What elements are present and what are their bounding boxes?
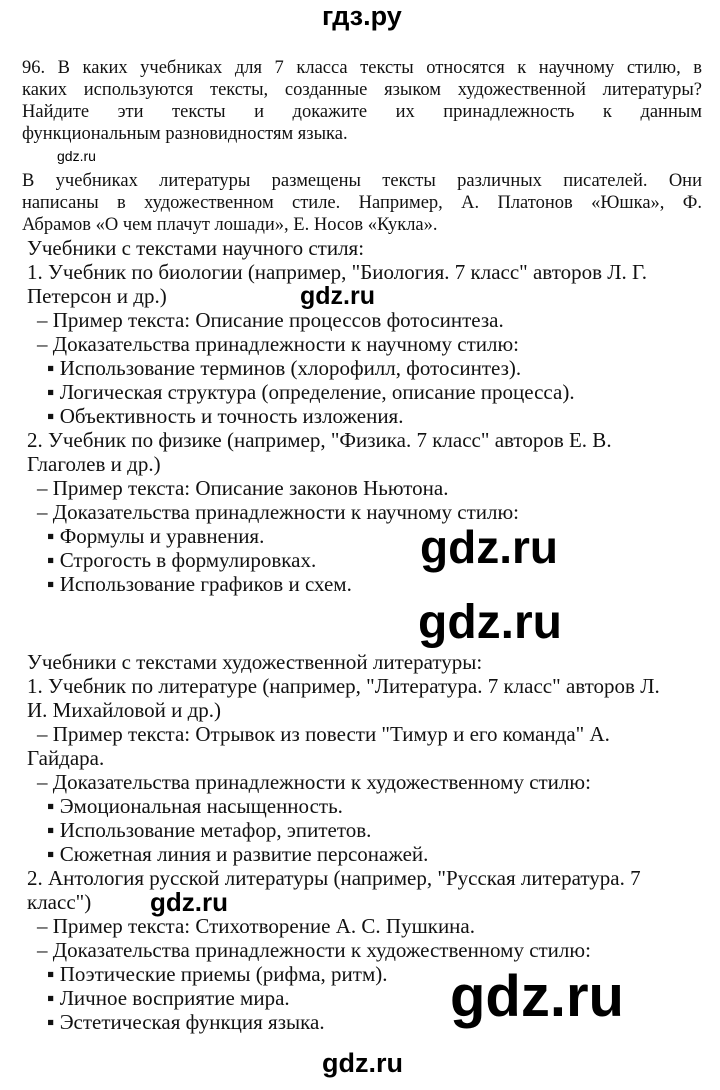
header-watermark: гдз.ру	[322, 1, 402, 31]
question-line: 96. В каких учебниках для 7 класса тексты относятся к научному стилю, в	[22, 58, 702, 78]
list-item: – Доказательства принадлежности к научному стилю:	[37, 500, 520, 524]
list-item: ▪ Объективность и точность изложения.	[47, 404, 404, 428]
list-item: ▪ Личное восприятие мира.	[47, 986, 290, 1010]
intro-line: Абрамов «О чем плачут лошади», Е. Носов «Кукла».	[22, 215, 438, 235]
list-item: Глаголев и др.)	[27, 452, 161, 476]
list-item: – Доказательства принадлежности к научному стилю:	[37, 332, 520, 356]
footer-watermark: gdz.ru	[322, 1048, 403, 1078]
watermark: gdz.ru	[418, 596, 562, 649]
list-item: ▪ Использование графиков и схем.	[47, 572, 352, 596]
intro-line: В учебниках литературы размещены тексты различных писателей. Они	[22, 171, 702, 191]
list-item: ▪ Эмоциональная насыщенность.	[47, 794, 343, 818]
list-item: 1. Учебник по литературе (например, "Литература. 7 класс" авторов Л.	[27, 674, 660, 698]
watermark: gdz.ru	[450, 964, 624, 1029]
list-item: ▪ Строгость в формулировках.	[47, 548, 317, 572]
list-item: – Пример текста: Стихотворение А. С. Пушкина.	[37, 914, 475, 938]
list-item: ▪ Эстетическая функция языка.	[47, 1010, 325, 1034]
list-item: – Доказательства принадлежности к художественному стилю:	[37, 770, 591, 794]
list-item: – Доказательства принадлежности к художественному стилю:	[37, 938, 591, 962]
list-item: 2. Антология русской литературы (например, "Русская литература. 7	[27, 866, 641, 890]
list-item: Петерсон и др.)	[27, 284, 167, 308]
list-item: 1. Учебник по биологии (например, "Биология. 7 класс" авторов Л. Г.	[27, 260, 648, 284]
list-item: – Пример текста: Отрывок из повести "Тимур и его команда" А.	[37, 722, 610, 746]
list-item: класс")	[27, 890, 92, 914]
watermark: gdz.ru	[300, 282, 375, 310]
list-item: 2. Учебник по физике (например, "Физика. 7 класс" авторов Е. В.	[27, 428, 612, 452]
section-heading: Учебники с текстами научного стиля:	[27, 236, 365, 260]
list-item: Гайдара.	[27, 746, 105, 770]
watermark: gdz.ru	[150, 887, 228, 917]
list-item: ▪ Поэтические приемы (рифма, ритм).	[47, 962, 388, 986]
list-item: ▪ Логическая структура (определение, описание процесса).	[47, 380, 575, 404]
list-item: ▪ Сюжетная линия и развитие персонажей.	[47, 842, 429, 866]
question-line: Найдите эти тексты и докажите их принадлежность к данным	[22, 102, 702, 122]
list-item: ▪ Формулы и уравнения.	[47, 524, 265, 548]
question-line: функциональным разновидностям языка.	[22, 124, 348, 144]
list-item: ▪ Использование метафор, эпитетов.	[47, 818, 372, 842]
list-item: – Пример текста: Описание законов Ньютона.	[37, 476, 449, 500]
watermark: gdz.ru	[420, 521, 558, 573]
question-line: каких используются тексты, созданные языком художественной литературы?	[22, 80, 702, 100]
list-item: – Пример текста: Описание процессов фотосинтеза.	[37, 308, 504, 332]
list-item: ▪ Использование терминов (хлорофилл, фотосинтез).	[47, 356, 522, 380]
section-heading: Учебники с текстами художественной литературы:	[27, 650, 483, 674]
watermark: gdz.ru	[57, 148, 96, 164]
intro-line: написаны в художественном стиле. Например, А. Платонов «Юшка», Ф.	[22, 193, 702, 213]
list-item: И. Михайловой и др.)	[27, 698, 222, 722]
